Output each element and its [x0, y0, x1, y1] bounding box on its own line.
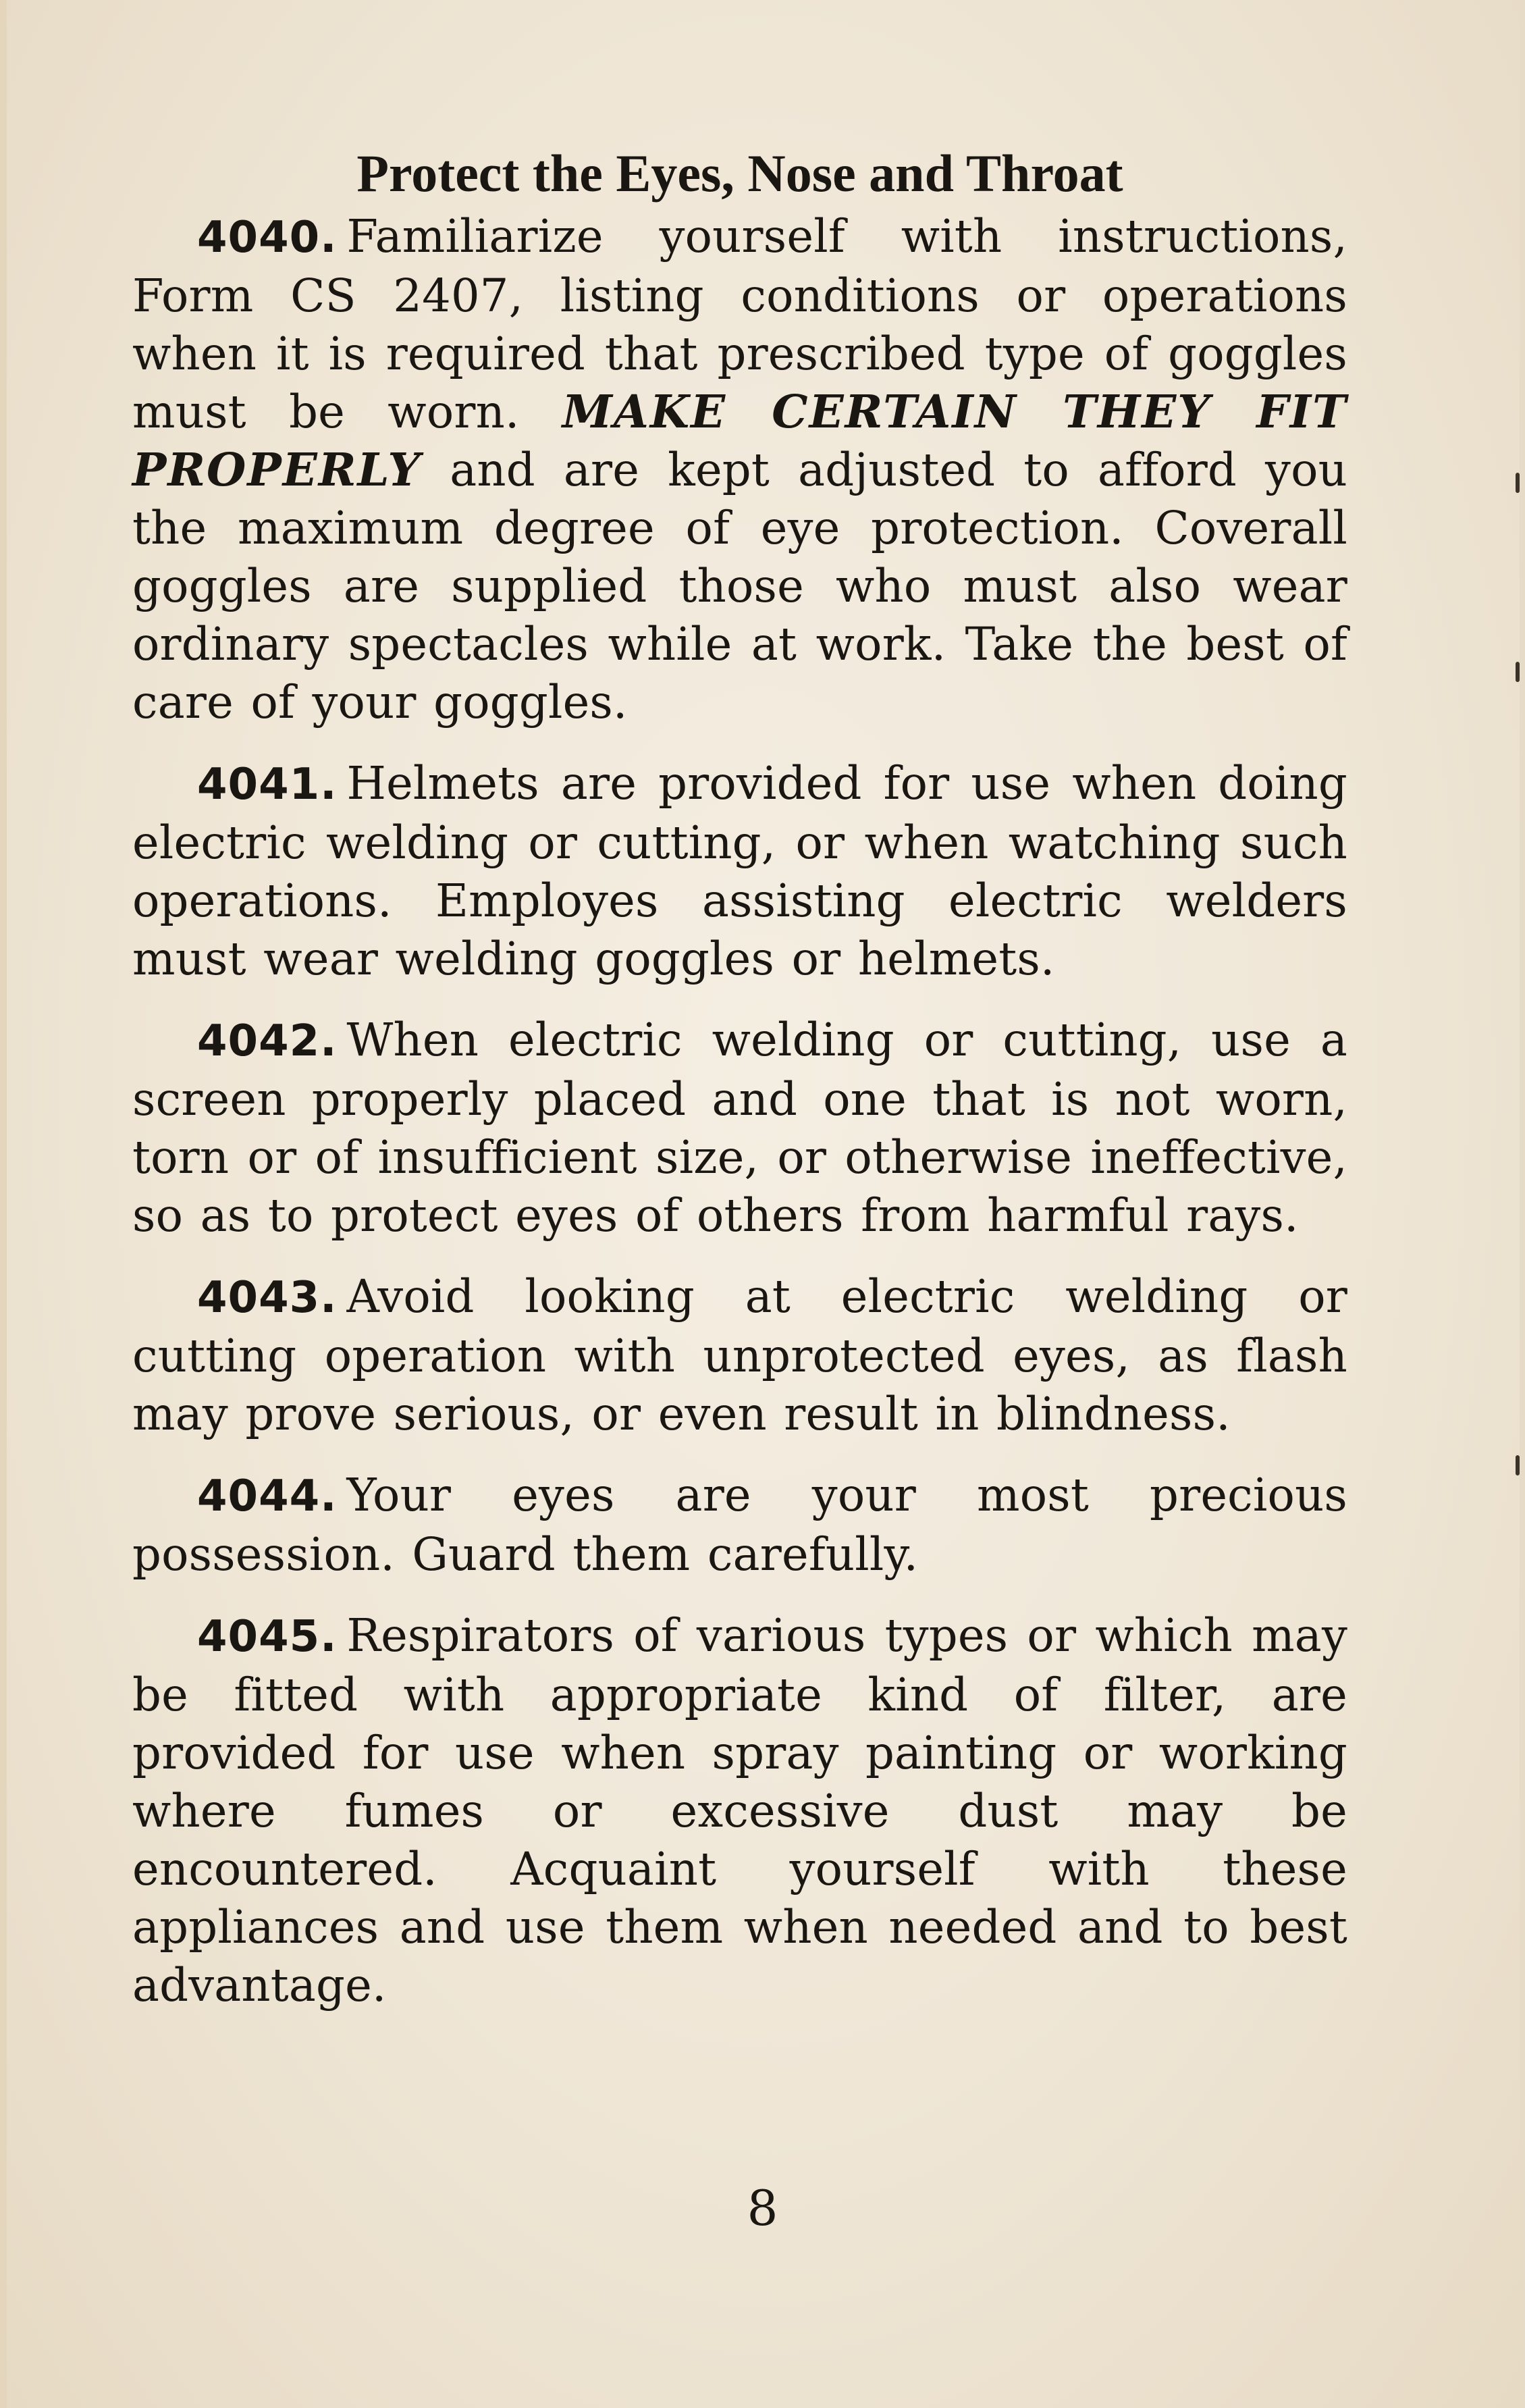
staple-mark: [1516, 662, 1520, 682]
rule-number: 4044.: [197, 1471, 338, 1521]
rule-4043: [132, 1267, 1347, 1443]
rule-emphasis: MAKE CERTAIN THEY FIT PROPERLY: [132, 385, 1348, 496]
staple-mark: [1516, 473, 1520, 493]
staple-mark: [1516, 1455, 1520, 1475]
rule-number: 4042.: [197, 1016, 338, 1066]
rule-4044: [132, 1466, 1347, 1583]
rule-text: Helmets are provided for use when doing electric welding or cutting, or when watching such operations. Employes assisting electric welders must wear welding goggles or helmets.: [132, 757, 1347, 985]
rule-4040: [132, 207, 1347, 731]
rule-number: 4041.: [197, 760, 338, 810]
rule-text: Respirators of various types or which may be fitted with appropriate kind of filter, are provided for use when spray painting or working where fumes or excessive dust may be encountered. Acquaint yourself with these appliances and use them when needed and to best advantage.: [132, 1609, 1347, 2012]
section-heading: Protect the Eyes, Nose and Throat: [356, 144, 1123, 203]
rule-number: 4040.: [197, 213, 338, 263]
rule-number: 4045.: [197, 1612, 338, 1662]
rule-4042: [132, 1011, 1347, 1245]
page-number: 8: [747, 2180, 778, 2236]
page-content: [132, 145, 1347, 2037]
rule-text: When electric welding or cutting, use a screen properly placed and one that is not worn, torn or of insufficient size, or otherwise ineffective, so as to protect eyes of others from harmful rays.: [132, 1014, 1347, 1242]
rule-4045: [132, 1606, 1347, 2014]
rule-text: Your eyes are your most precious possession. Guard them carefully.: [132, 1469, 1347, 1581]
rule-text: Avoid looking at electric welding or cutting operation with unprotected eyes, as flash may prove serious, or even result in blindness.: [132, 1270, 1347, 1440]
rule-text-after: and are kept adjusted to afford you the maximum degree of eye protection. Coverall goggles are supplied those who must also wear ordinary spectacles while at work. Take the best of care of your goggles.: [132, 444, 1347, 729]
rule-number: 4043.: [197, 1273, 338, 1323]
rule-4041: [132, 754, 1347, 988]
rule-text-before: Familiarize yourself with instructions, Form CS 2407, listing conditions or operations when it is required that prescribed type of goggles must be worn.: [132, 210, 1347, 438]
